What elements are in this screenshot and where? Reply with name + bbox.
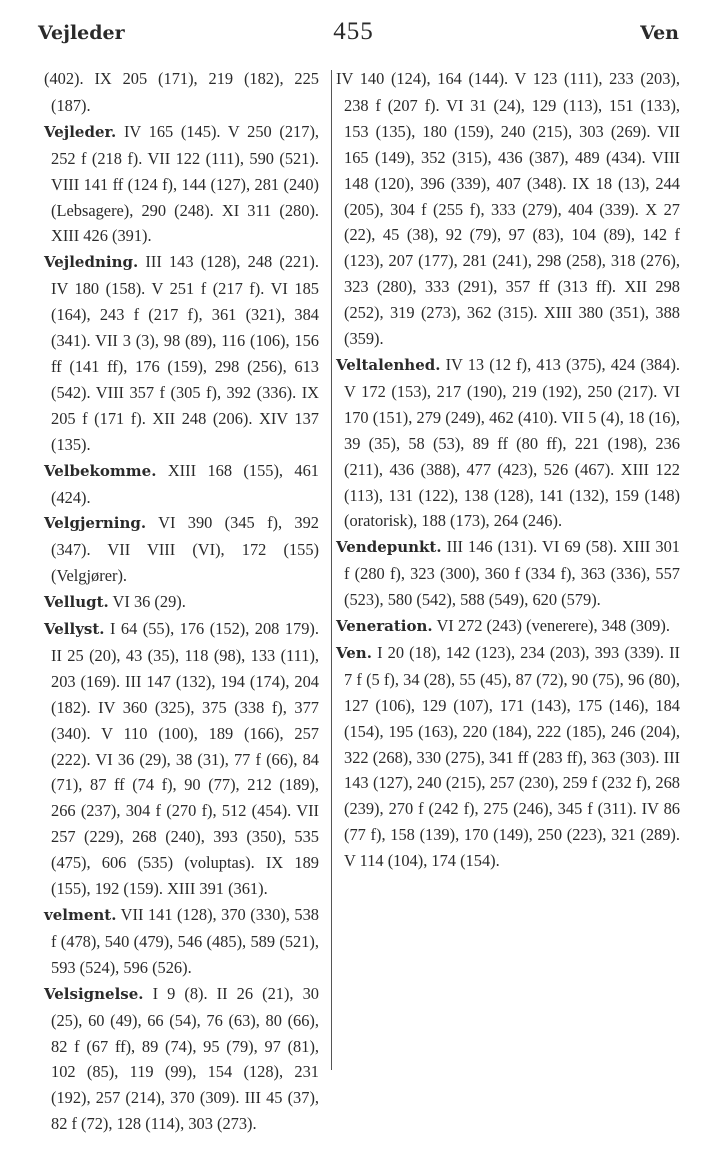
entry-headword: Vellugt.	[44, 593, 109, 612]
entry-headword: Veneration.	[336, 617, 433, 636]
entry-headword: velment.	[44, 906, 117, 924]
entry-references: VI 390 (345 f), 392 (347). VII VIII (VI), 172 (155) (Velgjører).	[51, 513, 319, 586]
entry-references: VI 36 (29).	[108, 592, 186, 612]
entry-headword: Veltalenhed.	[336, 355, 441, 374]
entry-headword: Ven.	[336, 643, 372, 662]
index-entry	[336, 352, 680, 534]
entry-references: I 20 (18), 142 (123), 234 (203), 393 (339). II 7 f (5 f), 34 (28), 55 (45), 87 (72), 90 (75), 96 (80), 127 (106), 129 (107), 171 (143), 175 (146), 184 (154), 195 (163), 220 (184), 222 (185), 246 (204), 322 (268), 330 (275), 341 ff (283 ff), 363 (303). III 143 (127), 240 (215), 257 (230), 259 f (232 f), 268 (239), 270 f (242 f), 275 (246), 345 f (311). IV 86 (77 f), 158 (139), 170 (149), 250 (223), 321 (289). V 114 (104), 174 (154).	[344, 642, 680, 871]
index-entry	[336, 534, 680, 613]
left-column	[44, 66, 319, 1137]
entry-headword: Velbekomme.	[44, 461, 157, 480]
index-entry	[336, 613, 680, 640]
index-entry	[44, 616, 319, 902]
page-number: 455	[333, 18, 374, 45]
entry-headword: Vendepunkt.	[336, 538, 442, 557]
entry-references: I 9 (8). II 26 (21), 30 (25), 60 (49), 66 (54), 76 (63), 80 (66), 82 f (67 ff), 89 (74), 95 (79), 97 (81), 102 (85), 119 (99), 154 (128), 231 (192), 257 (214), 370 (309). III 45 (37), 82 f (72), 128 (114), 303 (273).	[51, 983, 319, 1134]
right-column	[336, 66, 680, 874]
header-left-catchword: Vejleder	[38, 22, 125, 44]
index-entry	[336, 66, 680, 352]
entry-references: VII 141 (128), 370 (330), 538 f (478), 540 (479), 546 (485), 589 (521), 593 (524), 596 (526).	[51, 905, 319, 977]
entry-headword: Vejledning.	[44, 253, 139, 272]
entry-headword: Vellyst.	[44, 620, 105, 639]
entry-headword: Velsignelse.	[44, 984, 144, 1003]
index-entry	[336, 640, 680, 874]
entry-references: XIII 168 (155), 461 (424).	[51, 460, 319, 507]
entry-references: I 64 (55), 176 (152), 208 179). II 25 (20), 43 (35), 118 (98), 133 (111), 203 (169). III 147 (132), 194 (174), 204 (182). IV 360 (325), 375 (338 f), 377 (340). V 110 (100), 189 (166), 257 (222). VI 36 (29), 38 (31), 77 f (66), 84 (71), 87 ff (74 f), 90 (77), 212 (189), 266 (237), 304 f (270 f), 512 (454). VII 257 (229), 268 (240), 393 (350), 535 (475), 606 (535) (voluptas). IX 189 (155), 192 (159). XIII 391 (361).	[51, 619, 319, 899]
index-entry	[44, 458, 319, 511]
entry-references: IV 13 (12 f), 413 (375), 424 (384). V 172 (153), 217 (190), 219 (192), 250 (217). VI 170 (151), 279 (249), 462 (410). VII 5 (4), 18 (16), 39 (35), 58 (53), 89 ff (80 ff), 221 (198), 236 (211), 436 (388), 477 (423), 526 (467). XIII 122 (113), 131 (122), 138 (128), 141 (132), 159 (148) (oratorisk), 188 (173), 264 (246).	[344, 354, 680, 531]
entry-references: IV 165 (145). V 250 (217), 252 f (218 f). VII 122 (111), 590 (521). VIII 141 ff (124 f), 144 (127), 281 (240) (Lebsagere), 290 (248). XI 311 (280). XIII 426 (391).	[51, 121, 319, 246]
column-divider	[331, 70, 332, 1070]
running-header	[0, 16, 707, 56]
index-entry	[44, 981, 319, 1137]
index-entry	[44, 589, 319, 616]
index-entry	[44, 119, 319, 250]
entry-references: III 143 (128), 248 (221). IV 180 (158). V 251 f (217 f). VI 185 (164), 243 f (217 f), 361 (321), 384 (341). VII 3 (3), 98 (89), 116 (106), 156 ff (141 ff), 176 (159), 298 (256), 613 (542). VIII 357 f (305 f), 392 (336). IX 205 f (171 f). XII 248 (206). XIV 137 (135).	[51, 252, 319, 454]
index-entry	[44, 249, 319, 457]
entry-headword: Velgjerning.	[44, 514, 147, 533]
entry-headword: Vejleder.	[44, 122, 117, 141]
entry-references: III 146 (131). VI 69 (58). XIII 301 f (280 f), 323 (300), 360 f (334 f), 363 (336), 557 (523), 580 (542), 588 (549), 620 (579).	[344, 537, 680, 610]
entry-references: VI 272 (243) (venerere), 348 (309).	[432, 616, 670, 636]
index-entry	[44, 510, 319, 589]
index-entry	[44, 902, 319, 981]
index-entry: (402). IX 205 (171), 219 (182), 225 (187).	[44, 69, 319, 115]
entry-references: IV 140 (124), 164 (144). V 123 (111), 233 (203), 238 f (207 f). VI 31 (24), 129 (113), 151 (133), 153 (135), 180 (159), 240 (215), 303 (269). VII 165 (149), 352 (315), 436 (387), 489 (434). VIII 148 (120), 396 (339), 407 (348). IX 18 (13), 244 (205), 304 f (255 f), 333 (279), 404 (339). X 27 (22), 45 (38), 92 (79), 97 (83), 104 (89), 142 f (123), 207 (177), 281 (241), 298 (258), 318 (276), 323 (280), 333 (291), 357 ff (313 ff). XII 298 (252), 319 (273), 362 (315). XIII 380 (351), 388 (359).	[336, 69, 680, 349]
header-right-catchword: Ven	[640, 22, 679, 44]
